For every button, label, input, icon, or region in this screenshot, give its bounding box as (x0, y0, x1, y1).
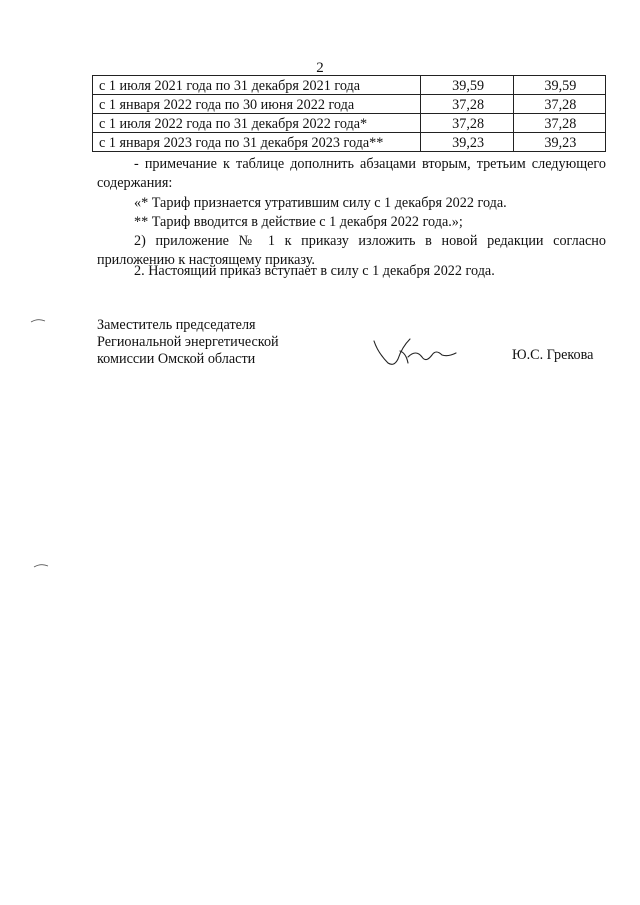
effective-date-paragraph: 2. Настоящий приказ вступает в силу с 1 декабря 2022 года. (134, 263, 495, 279)
value-cell: 37,28 (421, 114, 513, 133)
value-cell: 39,59 (421, 76, 513, 95)
table-row (93, 114, 606, 133)
note-paragraph: - примечание к таблице дополнить абзацами вторым, третьим следующего содержания: (97, 156, 606, 191)
item-two-paragraph: 2) приложение № 1 к приказу изложить в новой редакции согласно приложению к настоящему приказу. (97, 233, 606, 268)
page-number: 2 (316, 60, 324, 76)
tariff-table (92, 75, 606, 152)
period-cell: с 1 июля 2022 года по 31 декабря 2022 года* (93, 114, 421, 133)
value-cell: 37,28 (513, 95, 605, 114)
period-cell: с 1 января 2023 года по 31 декабря 2023 года** (93, 133, 421, 152)
signer-title-line: Заместитель председателя (97, 317, 256, 333)
value-cell: 37,28 (513, 114, 605, 133)
value-cell: 39,23 (513, 133, 605, 152)
value-cell: 37,28 (421, 95, 513, 114)
signer-name: Ю.С. Грекова (512, 347, 594, 363)
table-row (93, 133, 606, 152)
period-cell: с 1 июля 2021 года по 31 декабря 2021 года (93, 76, 421, 95)
table-row (93, 95, 606, 114)
table-row (93, 76, 606, 95)
signer-title (97, 317, 279, 368)
value-cell: 39,23 (421, 133, 513, 152)
footnote-two: ** Тариф вводится в действие с 1 декабря 2022 года.»; (134, 214, 463, 230)
handwritten-signature (370, 333, 460, 373)
margin-mark (30, 318, 46, 324)
period-cell: с 1 января 2022 года по 30 июня 2022 года (93, 95, 421, 114)
signer-title-line: Региональной энергетической (97, 334, 279, 350)
value-cell: 39,59 (513, 76, 605, 95)
signer-title-line: комиссии Омской области (97, 351, 256, 367)
footnote-one: «* Тариф признается утратившим силу с 1 декабря 2022 года. (134, 195, 507, 211)
margin-mark (33, 563, 49, 569)
